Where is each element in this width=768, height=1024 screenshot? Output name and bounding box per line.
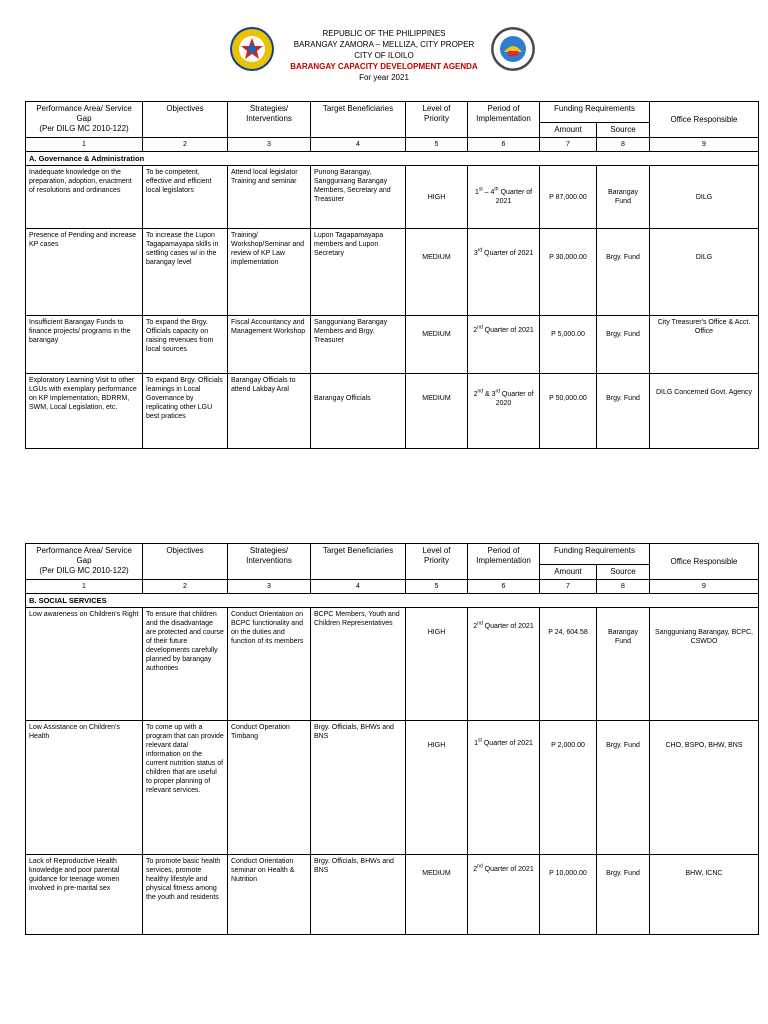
- cell-strategies: Conduct Orientation seminar on Health & Nutrition: [228, 855, 311, 935]
- col-number: 2: [143, 138, 228, 152]
- document-header: [0, 28, 768, 83]
- col-header-strategies: Strategies/ Interventions: [228, 102, 311, 138]
- col-header-source: Source: [597, 565, 650, 580]
- col-header-priority: Level of Priority: [406, 544, 468, 580]
- cell-source: Barangay Fund: [597, 166, 650, 229]
- col-header-period: Period of Implementation: [468, 544, 540, 580]
- col-number: 4: [311, 138, 406, 152]
- cell-source: Barangay Fund: [597, 608, 650, 721]
- col-number: 5: [406, 138, 468, 152]
- cell-source: Brgy. Fund: [597, 229, 650, 316]
- cell-office: City Treasurer's Office & Acct. Office: [650, 316, 759, 374]
- col-number: 2: [143, 580, 228, 594]
- col-header-beneficiaries: Target Beneficiaries: [311, 544, 406, 580]
- col-header-beneficiaries: Target Beneficiaries: [311, 102, 406, 138]
- cell-area: Low awareness on Children's Right: [26, 608, 143, 721]
- col-header-office: Office Responsible: [650, 544, 759, 580]
- agenda-table-social-services: [25, 543, 759, 935]
- document-title: BARANGAY CAPACITY DEVELOPMENT AGENDA: [290, 62, 478, 71]
- col-number: 9: [650, 138, 759, 152]
- cell-strategies: Training/ Workshop/Seminar and review of KP Law implementation: [228, 229, 311, 316]
- cell-amount: P 10,000.00: [540, 855, 597, 935]
- cell-beneficiaries: Punong Barangay, Sangguniang Barangay Members, Secretary and Treasurer: [311, 166, 406, 229]
- cell-source: Brgy. Fund: [597, 316, 650, 374]
- header-line-city: CITY OF ILOILO: [354, 51, 414, 60]
- col-number: 7: [540, 580, 597, 594]
- col-number: 8: [597, 138, 650, 152]
- cell-area: Low Assistance on Children's Health: [26, 721, 143, 855]
- cell-area: Exploratory Learning Visit to other LGUs with exemplary performance on KP Implementation, BDRRM, SWM, Local Legislation, etc.: [26, 374, 143, 449]
- cell-objectives: To come up with a program that can provide relevant data/ information on the current nutrition status of children that are useful to proper planning of relevant services.: [143, 721, 228, 855]
- cell-area: Inadequate knowledge on the preparation, adoption, enactment of resolutions and ordinances: [26, 166, 143, 229]
- col-header-priority: Level of Priority: [406, 102, 468, 138]
- cell-period: 2nd Quarter of 2021: [468, 316, 540, 374]
- cell-priority: MEDIUM: [406, 855, 468, 935]
- col-header-period: Period of Implementation: [468, 102, 540, 138]
- col-header-office: Office Responsible: [650, 102, 759, 138]
- col-number: 1: [26, 580, 143, 594]
- cell-area: Insufficient Barangay Funds to finance projects/ programs in the barangay: [26, 316, 143, 374]
- cell-objectives: To be competent, effective and efficient local legislators: [143, 166, 228, 229]
- col-header-area-note: (Per DILG MC 2010-122): [39, 566, 129, 575]
- cell-amount: P 24, 604.58: [540, 608, 597, 721]
- cell-priority: HIGH: [406, 166, 468, 229]
- cell-period: 2nd & 3rd Quarter of 2020: [468, 374, 540, 449]
- cell-beneficiaries: Brgy. Officials, BHWs and BNS: [311, 721, 406, 855]
- cell-beneficiaries: BCPC Members, Youth and Children Representatives: [311, 608, 406, 721]
- col-number: 6: [468, 580, 540, 594]
- cell-office: Sangguniang Barangay, BCPC, CSWDO: [650, 608, 759, 721]
- cell-period: 1st – 4th Quarter of 2021: [468, 166, 540, 229]
- cell-priority: MEDIUM: [406, 374, 468, 449]
- cell-source: Brgy. Fund: [597, 374, 650, 449]
- cell-beneficiaries: Lupon Tagapamayapa members and Lupon Secretary: [311, 229, 406, 316]
- col-number: 3: [228, 138, 311, 152]
- col-number: 6: [468, 138, 540, 152]
- col-number: 3: [228, 580, 311, 594]
- cell-period: 1st Quarter of 2021: [468, 721, 540, 855]
- col-header-area-label: Performance Area/ Service Gap: [36, 104, 132, 123]
- cell-objectives: To expand the Brgy. Officials capacity on raising revenues from local sources: [143, 316, 228, 374]
- col-number: 1: [26, 138, 143, 152]
- cell-beneficiaries: Barangay Officials: [311, 374, 406, 449]
- cell-priority: HIGH: [406, 608, 468, 721]
- cell-source: Brgy. Fund: [597, 721, 650, 855]
- col-header-amount: Amount: [540, 123, 597, 138]
- cell-beneficiaries: Brgy. Officials, BHWs and BNS: [311, 855, 406, 935]
- cell-objectives: To expand Brgy. Officials learnings in Local Governance by replicating other LGU best pratices: [143, 374, 228, 449]
- col-header-area: [26, 544, 143, 580]
- col-header-funding: Funding Requirements: [540, 544, 650, 565]
- cell-strategies: Attend local legislator Training and seminar: [228, 166, 311, 229]
- section-title: B. SOCIAL SERVICES: [26, 594, 759, 608]
- col-header-amount: Amount: [540, 565, 597, 580]
- table-row: [26, 166, 759, 229]
- col-header-area-note: (Per DILG MC 2010-122): [39, 124, 129, 133]
- cell-area: Lack of Reproductive Health knowledge and poor parental guidance for teenage women involved in pre-marital sex: [26, 855, 143, 935]
- col-number: 5: [406, 580, 468, 594]
- cell-period: 3rd Quarter of 2021: [468, 229, 540, 316]
- col-number: 4: [311, 580, 406, 594]
- table-row: [26, 229, 759, 316]
- col-number: 7: [540, 138, 597, 152]
- header-line-republic: REPUBLIC OF THE PHILIPPINES: [322, 29, 446, 38]
- col-header-area: [26, 102, 143, 138]
- table-row: [26, 374, 759, 449]
- cell-amount: P 5,000.00: [540, 316, 597, 374]
- cell-objectives: To ensure that children and the disadvantage are protected and course of their future developments carefully planned by barangay authorities: [143, 608, 228, 721]
- table-row: [26, 855, 759, 935]
- col-header-source: Source: [597, 123, 650, 138]
- cell-objectives: To promote basic health services, promote healthy lifestyle and physical fitness among the youth and residents: [143, 855, 228, 935]
- cell-amount: P 87,000.00: [540, 166, 597, 229]
- cell-amount: P 2,000.00: [540, 721, 597, 855]
- col-header-area-label: Performance Area/ Service Gap: [36, 546, 132, 565]
- cell-priority: MEDIUM: [406, 229, 468, 316]
- cell-area: Presence of Pending and increase KP cases: [26, 229, 143, 316]
- cell-source: Brgy. Fund: [597, 855, 650, 935]
- cell-period: 2nd Quarter of 2021: [468, 855, 540, 935]
- col-number: 8: [597, 580, 650, 594]
- col-header-objectives: Objectives: [143, 102, 228, 138]
- cell-amount: P 50,000.00: [540, 374, 597, 449]
- cell-office: DILG: [650, 229, 759, 316]
- document-year: For year 2021: [359, 73, 409, 82]
- cell-office: DILG Concerned Govt. Agency: [650, 374, 759, 449]
- cell-office: DILG: [650, 166, 759, 229]
- cell-strategies: Conduct Orientation on BCPC functionality and on the duties and function of its members: [228, 608, 311, 721]
- cell-strategies: Conduct Operation Timbang: [228, 721, 311, 855]
- cell-beneficiaries: Sangguniang Barangay Members and Brgy. Treasurer: [311, 316, 406, 374]
- cell-priority: HIGH: [406, 721, 468, 855]
- section-title: A. Governance & Administration: [26, 152, 759, 166]
- header-line-barangay: BARANGAY ZAMORA – MELLIZA, CITY PROPER: [293, 40, 475, 49]
- cell-amount: P 30,000.00: [540, 229, 597, 316]
- cell-office: CHO, BSPO, BHW, BNS: [650, 721, 759, 855]
- col-number: 9: [650, 580, 759, 594]
- col-header-objectives: Objectives: [143, 544, 228, 580]
- cell-priority: MEDIUM: [406, 316, 468, 374]
- table-row: [26, 721, 759, 855]
- cell-office: BHW, ICNC: [650, 855, 759, 935]
- cell-strategies: Fiscal Accountancy and Management Workshop: [228, 316, 311, 374]
- table-row: [26, 608, 759, 721]
- agenda-table-governance: [25, 101, 759, 449]
- cell-period: 2nd Quarter of 2021: [468, 608, 540, 721]
- col-header-strategies: Strategies/ Interventions: [228, 544, 311, 580]
- col-header-funding: Funding Requirements: [540, 102, 650, 123]
- table-row: [26, 316, 759, 374]
- cell-objectives: To increase the Lupon Tagapamayapa skills in settling cases w/ in the barangay level: [143, 229, 228, 316]
- cell-strategies: Barangay Officials to attend Lakbay Aral: [228, 374, 311, 449]
